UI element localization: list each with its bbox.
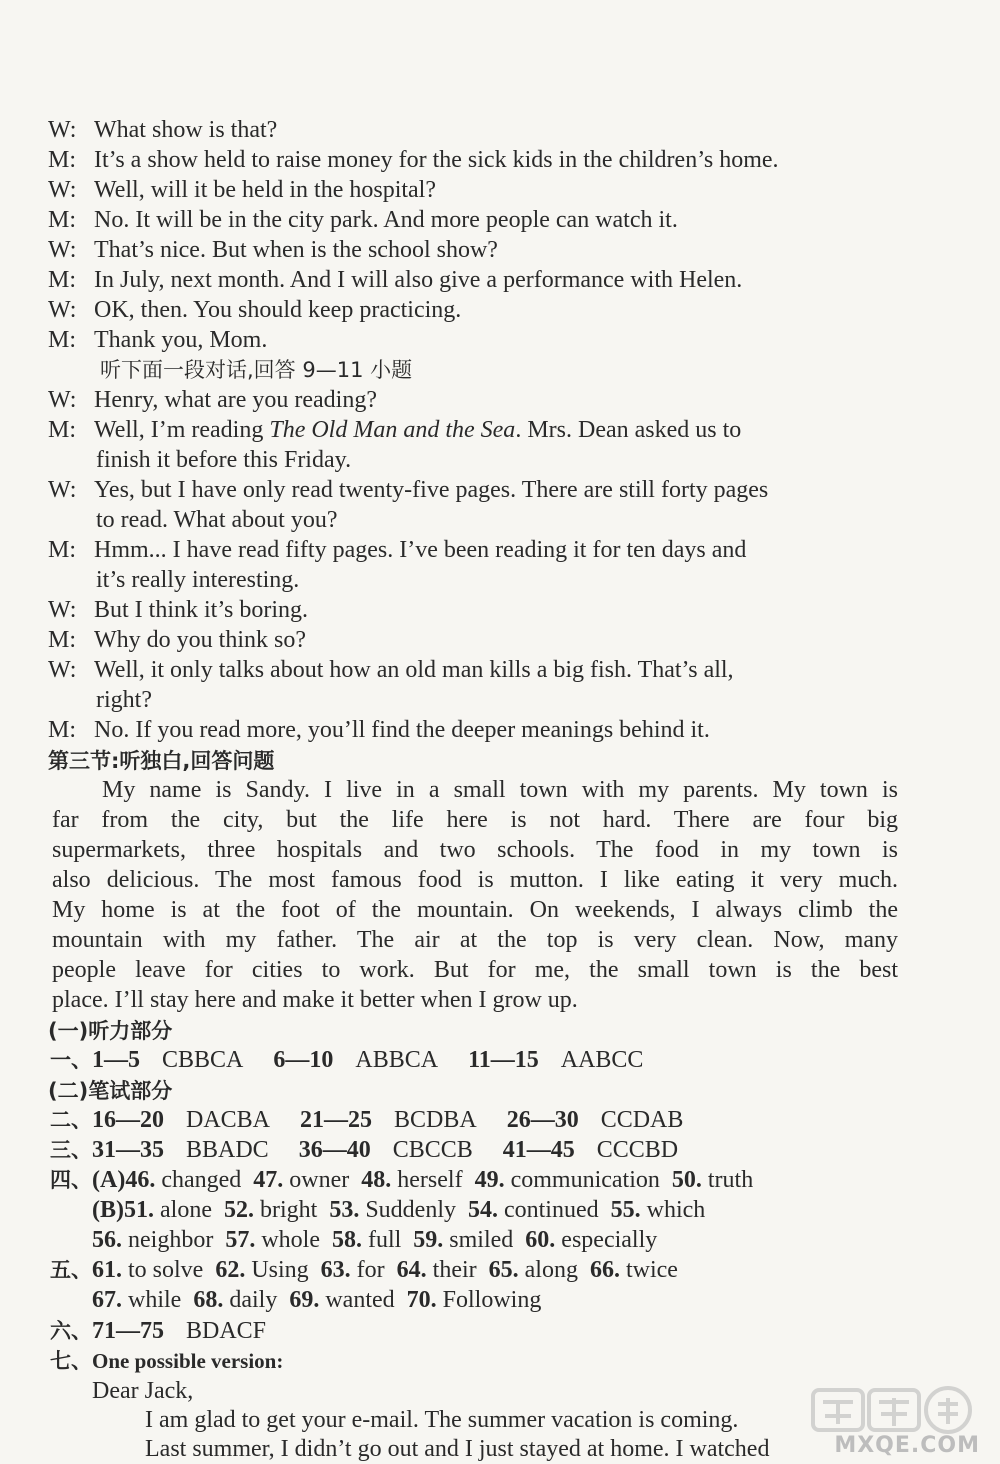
letter-line: Last summer, I didn’t go out and I just stayed at home. I watched xyxy=(145,1436,770,1462)
dialogue-line: M: Why do you think so? xyxy=(48,627,306,653)
book-title: The Old Man and the Sea xyxy=(269,417,516,443)
dialogue-line: M: Thank you, Mom. xyxy=(48,327,268,353)
dialogue-line-continued: it’s really interesting. xyxy=(96,567,300,593)
answer-row: 56. neighbor 57. whole 58. full 59. smiled 60. especially xyxy=(92,1227,658,1253)
monologue-line: My home is at the foot of the mountain. On weekends, I always climb the xyxy=(52,897,898,923)
answer-row: 七、One possible version: xyxy=(50,1349,284,1373)
monologue-line: mountain with my father. The air at the top is very clean. Now, many xyxy=(52,927,898,953)
letter-line: I am glad to get your e-mail. The summer vacation is coming. xyxy=(145,1407,739,1433)
answer-row: 67. while 68. daily 69. wanted 70. Following xyxy=(92,1287,542,1313)
dialogue-line: M: No. It will be in the city park. And more people can watch it. xyxy=(48,207,678,233)
part-heading: (二)笔试部分 xyxy=(48,1079,173,1103)
dialogue-line: W: That’s nice. But when is the school show? xyxy=(48,237,498,263)
monologue-line: supermarkets, three hospitals and two schools. The food in my town is xyxy=(52,837,898,863)
answer-row: 二、16—20 DACBA 21—25 BCDBA 26—30 CCDAB xyxy=(50,1107,684,1133)
monologue-line: far from the city, but the life here is not hard. There are four big xyxy=(52,807,898,833)
listening-instruction: 听下面一段对话,回答 9—11 小题 xyxy=(100,358,413,382)
dialogue-line: W: Well, it only talks about how an old man kills a big fish. That’s all, xyxy=(48,657,734,683)
dialogue-line: M: Hmm... I have read fifty pages. I’ve been reading it for ten days and xyxy=(48,537,747,563)
answer-row: 三、31—35 BBADC 36—40 CBCCB 41—45 CCCBD xyxy=(50,1137,679,1163)
answer-row: 五、61. to solve 62. Using 63. for 64. their 65. along 66. twice xyxy=(50,1257,678,1283)
part-heading: (一)听力部分 xyxy=(48,1019,173,1043)
dialogue-line-continued: to read. What about you? xyxy=(96,507,338,533)
answer-row: 四、(A)46. changed 47. owner 48. herself 49. communication 50. truth xyxy=(50,1167,754,1193)
dialogue-line-continued: right? xyxy=(96,687,152,713)
dialogue-line: W: But I think it’s boring. xyxy=(48,597,309,623)
dialogue-line: M: Well, I’m reading The Old Man and the Sea. Mrs. Dean asked us to xyxy=(48,417,742,443)
letter-greeting: Dear Jack, xyxy=(92,1378,194,1404)
dialogue-line: W: Yes, but I have only read twenty-five pages. There are still forty pages xyxy=(48,477,769,503)
dialogue-line: W: Well, will it be held in the hospital? xyxy=(48,177,436,203)
dialogue-line: M: It’s a show held to raise money for the sick kids in the children’s home. xyxy=(48,147,779,173)
answer-row: 六、71—75 BDACF xyxy=(50,1318,267,1344)
dialogue-line-continued: finish it before this Friday. xyxy=(96,447,352,473)
dialogue-line: M: In July, next month. And I will also give a performance with Helen. xyxy=(48,267,743,293)
monologue-line: also delicious. The most famous food is mutton. I like eating it very much. xyxy=(52,867,898,893)
dialogue-line: W: OK, then. You should keep practicing. xyxy=(48,297,462,323)
dialogue-line: W: What show is that? xyxy=(48,117,278,143)
monologue-line: My name is Sandy. I live in a small town with my parents. My town is xyxy=(102,777,898,803)
answer-row: (B)51. alone 52. bright 53. Suddenly 54. continued 55. which xyxy=(92,1197,706,1223)
monologue-line: people leave for cities to work. But for me, the small town is the best xyxy=(52,957,898,983)
dialogue-line: M: No. If you read more, you’ll find the deeper meanings behind it. xyxy=(48,717,710,743)
watermark-text: MXQE.COM xyxy=(834,1433,980,1458)
answer-row: 一、1—5 CBBCA 6—10 ABBCA 11—15 AABCC xyxy=(50,1047,644,1073)
section-heading: 第三节:听独白,回答问题 xyxy=(48,749,275,773)
monologue-line: place. I’ll stay here and make it better when I grow up. xyxy=(52,987,578,1013)
dialogue-line: W: Henry, what are you reading? xyxy=(48,387,377,413)
